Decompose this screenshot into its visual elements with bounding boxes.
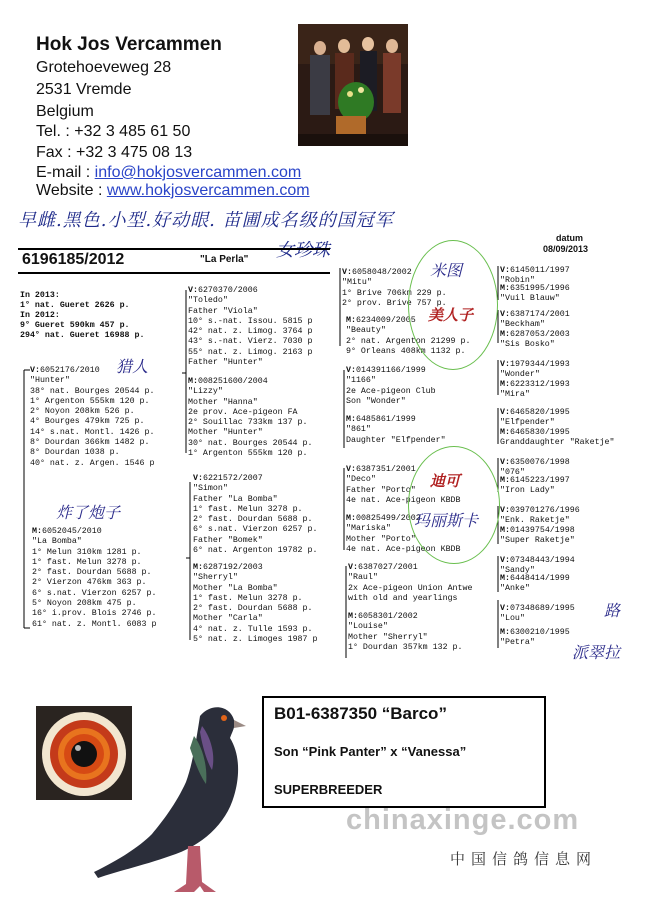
email-label: E-mail : xyxy=(36,164,95,181)
fax-number: Fax : +32 3 475 08 13 xyxy=(36,144,193,161)
date-label: datum xyxy=(556,233,583,243)
handwritten-lou: 路 xyxy=(604,601,621,620)
gen3-item-1: V:6058048/2002 "Mitu" 1° Brive 706km 229 p. 2° prov. Brive 757 p. xyxy=(342,268,447,308)
gen4-item-1: V:6145011/1997 "Robin" xyxy=(500,266,570,286)
pigeon-nickname: "La Perla" xyxy=(200,254,249,265)
gen2-dam-sire: V:6221572/2007 "Simon" Father "La Bomba" 1° fast. Melun 3278 p. 2° fast. Dourdan 5688 p. 6° s.nat. Vierzon 6257 p. Father "Bomek" 6° nat. Argenton 19782 p. xyxy=(193,474,318,556)
race-results: In 2013: 1° nat. Gueret 2626 p. In 2012: 9° Gueret 590km 457 p. 294° nat. Gueret 16988 p. xyxy=(20,291,145,340)
ring-number: 6196185/2012 xyxy=(22,251,125,268)
handwritten-description: 早雌.黑色.小型.好动眼. 苗圃成名级的国冠军 xyxy=(18,210,394,231)
highlight-circle-deco-mariska xyxy=(408,446,500,564)
gen3-item-4: M:6485861/1999 "861" Daughter "Elfpender" xyxy=(346,415,446,445)
sire-block: V:6052176/2010 "Hunter" 38° nat. Bourges 20544 p. 1° Argenton 555km 120 p. 2° Noyon 208km 526 p. 4° Bourges 479km 725 p. 14° s.nat. Montl. 1426 p. 8° Dourdan 366km 1482 p. 8° Dourdan 1038 p. 40° nat. z. Argen. 1546 p xyxy=(30,366,155,468)
website-label: Website : xyxy=(36,182,107,199)
email-link[interactable]: info@hokjosvercammen.com xyxy=(94,164,302,181)
gen3-item-8: M:6058301/2002 "Louise" Mother "Sherryl" 1° Dourdan 357km 132 p. xyxy=(348,612,463,652)
address-city: 2531 Vremde xyxy=(36,81,132,98)
gen4-item-14: M:6448414/1999 "Anke" xyxy=(500,574,570,594)
gen4-item-16: M:6300210/1995 "Petra" xyxy=(500,628,570,648)
gen2-dam-dam: M:6287192/2003 "Sherryl" Mother "La Bomba" 1° fast. Melun 3278 p. 2° fast. Dourdan 5688 p. Mother "Carla" 4° nat. z. Tulle 1593 p. 5° nat. z. Limoges 1987 p xyxy=(193,563,318,645)
gen4-item-10: M:6145223/1997 "Iron Lady" xyxy=(500,476,570,496)
gen4-item-11: V:039701276/1996 "Enk. Raketje" xyxy=(500,506,580,526)
gen4-item-2: M:6351995/1996 "Vuil Blauw" xyxy=(500,284,570,304)
gen3-item-3: V:014391166/1999 "1166" 2e Ace-pigeon Club Son "Wonder" xyxy=(346,366,436,406)
gen3-item-6: M:00825499/2002 "Mariska" Mother "Porto" 4e nat. Ace-pigeon KBDB xyxy=(346,514,461,554)
website-link[interactable]: www.hokjosvercammen.com xyxy=(106,182,310,199)
gen4-item-7: V:6465820/1995 "Elfpender" xyxy=(500,408,570,428)
address-street: Grotehoeveweg 28 xyxy=(36,59,172,76)
handwritten-deco: 迪可 xyxy=(430,472,461,490)
gen2-sire-sire: V:6270370/2006 "Toledo" Father "Viola" 10° s.-nat. Issou. 5815 p 42° nat. z. Limog. 3764 p 43° s.-nat. Vierz. 7030 p 55° nat. z. Limog. 2163 p Father "Hunter" xyxy=(188,286,313,368)
breeder-name: Hok Jos Vercammen xyxy=(36,34,222,55)
gen4-item-3: V:6387174/2001 "Beckham" xyxy=(500,310,570,330)
dam-handwritten-name: 炸了炮子 xyxy=(56,503,121,522)
gen3-item-7: V:6387027/2001 "Raul" 2x Ace-pigeon Union Antwe with old and yearlings xyxy=(348,563,473,603)
gen4-item-9: V:6350076/1998 "076" xyxy=(500,458,570,478)
gen3-item-5: V:6387351/2001 "Deco" Father "Porto" 4e nat. Ace-pigeon KBDB xyxy=(346,465,461,505)
watermark-chinese: 中国信鸽信息网 xyxy=(450,851,598,868)
gen4-item-12: M:01439754/1998 "Super Raketje" xyxy=(500,526,575,546)
sire-handwritten-name: 猎人 xyxy=(116,357,149,376)
gen4-item-6: M:6223312/1993 "Mira" xyxy=(500,380,570,400)
gen4-item-4: M:6287053/2003 "Sis Bosko" xyxy=(500,330,570,350)
date-value: 08/09/2013 xyxy=(543,244,589,254)
handwritten-mitu: 米图 xyxy=(430,261,463,280)
barco-parents: Son “Pink Panter” x “Vanessa” xyxy=(274,744,467,759)
gen4-item-5: V:1979344/1993 "Wonder" xyxy=(500,360,570,380)
gen3-item-2: M:6234009/2005 "Beauty" 2° nat. Argenton 21299 p. 9° Orleans 408km 1132 p. xyxy=(346,316,471,356)
handwritten-chinese-name: 女珍珠 xyxy=(276,240,330,261)
superbreeder-title: SUPERBREEDER xyxy=(274,782,383,797)
handwritten-mariska: 玛丽斯卡 xyxy=(414,511,479,530)
gen4-item-15: V:07348689/1995 "Lou" xyxy=(500,604,575,624)
phone-number: Tel. : +32 3 485 61 50 xyxy=(36,123,191,140)
barco-ring-title: B01-6387350 “Barco” xyxy=(274,704,447,723)
dam-block: M:6052045/2010 "La Bomba" 1° Melun 310km 1281 p. 1° fast. Melun 3278 p. 2° fast. Dourdan 5688 p. 2° Vierzon 476km 363 p. 6° s.nat. Vierzon 6257 p. 5° Noyon 208km 475 p. 16° i.prov. Blois 2746 p. 61° nat. z. Montl. 6083 p xyxy=(32,527,157,629)
gen4-item-8: M:6465830/1995 Granddaughter "Raketje" xyxy=(500,428,615,448)
gen4-item-13: V:07348443/1994 "Sandy" xyxy=(500,556,575,576)
handwritten-beauty: 美人子 xyxy=(428,306,474,324)
pigeon-photo xyxy=(90,696,290,908)
gen2-sire-dam: M:008251600/2004 "Lizzy" Mother "Hanna" 2e prov. Ace-pigeon FA 2° Souillac 733km 137 p. Mother "Hunter" 30° nat. Bourges 20544 p. 1° Argenton 555km 120 p. xyxy=(188,377,313,459)
handwritten-petra: 派翠拉 xyxy=(572,643,621,662)
address-country: Belgium xyxy=(36,103,94,120)
watermark-latin: chinaxinge.com xyxy=(346,804,580,836)
